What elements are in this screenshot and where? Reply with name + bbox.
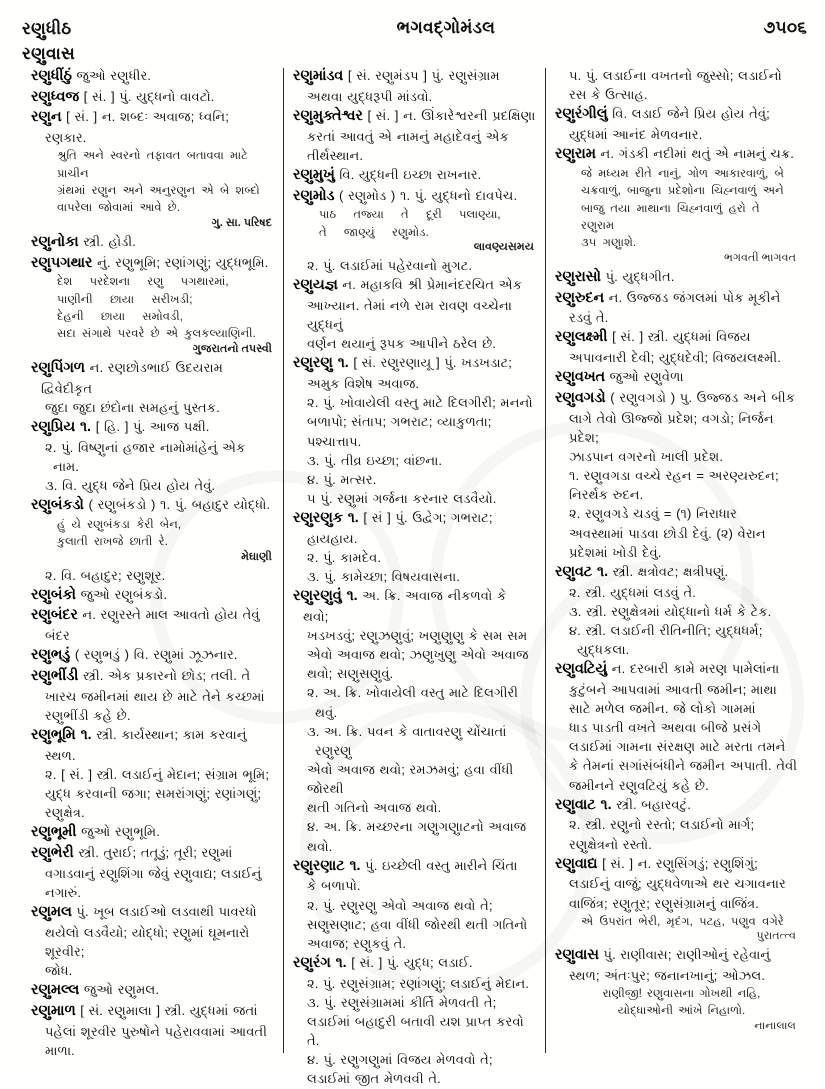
running-head-left (22, 18, 289, 66)
entry-continuation: પ્રદેશમાં ખોડી દેવું. (569, 544, 662, 560)
citation-attribution: નાનાલાલ (754, 1019, 796, 1032)
entry-sense: ૨. અ. ક્રિ. ખોવાયેલી વસ્તુ માટે દિલગીરી થવું. (307, 685, 519, 720)
entry-headword: રણુપગથાર (31, 254, 93, 271)
entry-continuation: એવો અવાજ થવો; ઝણુખુણુ એવો અવાજ (307, 647, 529, 663)
entry-definition: નું. રણુભૂમિ; રણાંગણું; યુદ્ધભૂમિ. (92, 254, 269, 270)
entry-sense: ૨. સ્ત્રી. યુદ્ધમાં લડવું તે. (569, 584, 696, 600)
entry-continuation: કે તેમનાં સગાંસંબંધીને જમીન અપાતી. તેવી (569, 758, 798, 774)
entry-continuation: હાયહાય. (307, 530, 358, 546)
entry-headword: રણુભેરી (31, 844, 74, 861)
entry-sense: ૨. પું. કામદેવ. (307, 549, 382, 565)
dictionary-entry (555, 144, 798, 165)
citation-quote-line: પાઠ તજ્યા તે દૂરી પલાણ્યા, (319, 208, 501, 222)
entry-continuation: ઝાડપાન વગરનો ખાલી પ્રદેશ. (569, 448, 724, 464)
entry-headword: રણુમાળ (31, 1002, 76, 1019)
entry-headword: રણુમલ (31, 903, 72, 920)
column-container (22, 66, 807, 1087)
entry-definition: જુઓ રણુમલ. (79, 982, 160, 998)
page-header (22, 18, 807, 68)
citation-quote-line: શ્રુતિ અને સ્વરનો તફાવત બતાવવા માટે પ્રાચીન (57, 149, 248, 180)
citation-quote-line: પાણીની છાયા સરીખડી; (57, 292, 193, 306)
entry-headword: રણુભડું (31, 647, 71, 664)
entry-continuation: લડાઈમાં બહાદુરી બતાવી યશ પ્રાપ્ત કરવો તે. (307, 1014, 524, 1049)
entry-continuation: ખારચ જમીનમાં થાય છે માટે તેને કચ્છમાં (45, 688, 265, 704)
entry-headword: રણુબંકડો (31, 497, 84, 513)
dictionary-entry (31, 253, 274, 274)
entry-continuation: લાગે તેવો ઊજ્જો પ્રદેશ; વગડો; નિર્જન પ્રદેશ; (569, 410, 774, 445)
entry-definition: [ હિ. ] પું. આજ પક્ષી. (91, 418, 210, 434)
citation-attribution: મેઘાણી (241, 550, 272, 563)
entry-definition: પું. ઇચ્છેલી વસ્તુ મારીને ચિંતા (360, 857, 518, 873)
entry-sense: ૨. પું. રણુસંગ્રામ; રણાંગણું; લડાઈનું મેદાન. (307, 975, 529, 991)
entry-continuation: રણુભીંડી કહે છે. (45, 707, 131, 723)
entry-continuation: વાજિંત્ર; રણુતૂર; રણુસંગ્રામનું વાજિંત્ર. (569, 895, 759, 911)
entry-definition: [ સં. રણુમંડપ ] પું. રણુસંગ્રામ (343, 68, 500, 83)
entry-definition: [ સં. ] ન. ઊંકારેશ્વરની પ્રદક્ષિણા (362, 107, 536, 123)
entry-continuation: બંદર (45, 628, 70, 644)
entry-continuation: અથવા યુદ્ધરૂપી માંડવો. (307, 88, 433, 104)
entry-headword: રણુરણુક ૧. (293, 510, 359, 527)
entry-headword: રણુરુદન (555, 289, 604, 306)
entry-headword: રણુન (31, 109, 62, 126)
entry-definition: પું. યુદ્ધગીત. (600, 268, 675, 284)
entry-headword: રણુલક્ષ્મી (555, 329, 608, 346)
dictionary-entry (555, 388, 798, 409)
entry-definition: જુઓ રણુવેળા (605, 369, 684, 385)
entry-headword: રણુભીંડી (31, 667, 79, 684)
column-3 (546, 66, 807, 1061)
entry-definition: ( રણુવગડો ) પુ. ઉજ્જડ અને બીક (605, 389, 795, 405)
entry-continuation: જોધ. (45, 962, 73, 978)
entry-continuation: અમુક વિશેષ અવાજ. (307, 376, 420, 392)
entry-continuation: રણુક્ષેત્રનો રસ્તો. (569, 836, 652, 852)
dictionary-entry (555, 659, 798, 680)
dictionary-entry (293, 353, 536, 374)
dictionary-entry (31, 417, 274, 438)
entry-sense: ૫ પું. રણુમાં ગર્જના કરનાર લડવૈયો. (307, 490, 497, 506)
entry-definition: સ્ત્રી. તુરાઈ; તતૂડું; તૂરી; રણુમાં (73, 844, 233, 860)
citation-attribution: ભગવતી ભાગવત (723, 251, 796, 264)
entry-definition: સ્ત્રી. એક પ્રકારનો છોડ; તલી. તે (78, 667, 251, 683)
column-1 (22, 66, 283, 1061)
dictionary-entry (31, 87, 274, 108)
entry-sense: ૩. વિ. યુદ્ધ જેને પ્રિય હોય તેવું. (45, 477, 216, 493)
entry-definition: સ્ત્રી. કાર્યસ્થાન; કામ કરવાનું (91, 726, 247, 742)
entry-definition: [ સં. રણુરણાયૂ ] પું. ખડખડાટ; (348, 355, 512, 371)
entry-definition: [ સં. ] પું. યુદ્ધનો વાવટો. (78, 88, 215, 104)
entry-continuation: પહેલાં શૂરવીર પુરુષોને પહેરાવવામાં આવતી (45, 1023, 267, 1039)
entry-definition: [ સં. રણુમાલા ] સ્ત્રી. યુદ્ધમાં જતાં (75, 1002, 258, 1018)
entry-continuation: થવો; સણુસણુવું. (307, 666, 394, 682)
entry-headword: રણુપિંગળ (31, 359, 85, 376)
entry-continuation: સાટે મળેલ જમીન. જે લોકો ગામમાં (569, 700, 756, 716)
citation-quote-line: વાપરેલા જોવામાં આવે છે. (57, 201, 180, 215)
entry-headword: રણુમોડ (293, 187, 335, 204)
entry-continuation: એવો અવાજ થવો; રમઝમવું; હવા વીંધી જોરથી (307, 762, 514, 797)
entry-headword: રણુરણુવું ૧. (293, 588, 358, 605)
dictionary-entry (31, 66, 274, 87)
entry-sense: ૨. પું. લડાઈમાં પહેરવાનો મુગટ. (307, 258, 473, 274)
entry-continuation: લડાઈમાં ગામના સંરક્ષણ માટે મરતા તમને (569, 739, 786, 755)
entry-headword: રણુરાસો (555, 268, 601, 285)
entry-sense: ૩. પું. તીવ્ર ઇચ્છા; વાંછના. (307, 452, 443, 468)
dictionary-entry (31, 232, 274, 253)
entry-continuation: વર્ણન થયાનું રૂપક આપીને ઠરેલ છે. (307, 336, 496, 352)
column-2 (284, 66, 545, 1087)
entry-sense: ૪. પું. રણુગણુમાં વિજય મેળવવો તે; (307, 1052, 493, 1068)
entry-sense: ૨. [ સં. ] સ્ત્રી. લડાઈનું મેદાન; સંગ્રામ ભૂમિ; (45, 766, 270, 782)
entry-sense: ૨. વિ. બહાદુર; રણુશૂર. (45, 567, 166, 583)
citation-attribution: ગુજરાતનો તપસ્વી (192, 342, 272, 355)
dictionary-entry (555, 367, 798, 388)
entry-headword: રણુયજ્ઞ (293, 277, 338, 294)
dictionary-entry (31, 645, 274, 666)
entry-definition: [ સં ] પું. ઉદ્વેગ; ગભરાટ; (358, 510, 493, 526)
entry-definition: વિ. યુદ્ધની ઇચ્છા રાખનાર. (334, 166, 482, 182)
entry-headword: રણુમલ્લ (31, 982, 80, 999)
entry-definition: વિ. લડાઈ જેને પ્રિય હોય તેવું; (607, 106, 770, 122)
entry-sense: ૨. રણુવગડે ચડવું = (૧) નિરાધાર (569, 506, 737, 522)
entry-headword: રણુધ્વજ (31, 88, 79, 105)
citation-quote-line: એ ઉપરાંત ભેરી, મૃદંગ, પટહ, પણુવ વગેરે (581, 914, 784, 928)
dictionary-entry (555, 267, 798, 288)
entry-headword: રણુવટિયું (555, 661, 608, 678)
entry-definition: સ્ત્રી. બહારવટું. (611, 796, 691, 812)
entry-sense: ૩. સ્ત્રી. રણુક્ષેત્રમાં યોદ્ધાનો ધર્મ કે ટેક. (569, 603, 772, 619)
entry-definition: [ સં. ] ન. રણુસિંગડું; રણુશિંગું; (597, 855, 758, 871)
citation-quote-line: દેહની છાયા સમોવડી, (57, 310, 183, 324)
entry-headword: રણુરામ (555, 146, 596, 163)
dictionary-entry (31, 1001, 274, 1022)
citation-attribution: ગુ. સા. પરિષદ (211, 216, 272, 229)
entry-headword: રણુરણાટ ૧. (293, 857, 361, 874)
entry-definition: પું. રાણીવાસ; રાણીઓનું રહેવાનું (598, 947, 771, 963)
dictionary-entry (555, 327, 798, 348)
entry-definition: [ સં. ] પું. યુદ્ધ; લડાઈ. (346, 955, 473, 971)
entry-definition: ન. દરબારી કામે મરણ પામેલાંના (607, 661, 780, 677)
entry-headword: રણુવટ ૧. (555, 563, 609, 580)
citation-quote-line: જે મધ્યમ રીતે નાનું, ગોળ આકારવાળું, બે (581, 166, 784, 180)
entry-sense: ૪. સ્ત્રી. લડાઈની રીતિનીતિ; યુદ્ધધર્મ; યુદ્ધકલા. (569, 622, 763, 657)
entry-sense: ૨. પું. રણુરણુ એવો અવાજ થવો તે; (307, 897, 493, 913)
entry-definition: જુઓ રણુધીર. (71, 68, 151, 83)
dictionary-entry (31, 822, 274, 843)
entry-headword: રણુબંદર (31, 607, 78, 624)
citation-quote-line: સદા સંગાથે પરવરે છે એ કુલકલ્યાણિની. (57, 327, 256, 341)
dictionary-entry (31, 666, 274, 687)
entry-headword: રણુરંગ ૧. (293, 955, 347, 972)
entry-headword: રણુબંકો (31, 586, 77, 603)
citation-quote-line: કુલાતી રાખજે છાતી રે. (57, 535, 168, 549)
dictionary-entry (293, 106, 536, 127)
entry-continuation: કે બળાપો. (307, 878, 361, 894)
dictionary-entry (31, 843, 274, 864)
entry-continuation: રણકાર. (45, 130, 87, 146)
dictionary-entry (555, 854, 798, 875)
entry-definition: ન. મહાકવિ શ્રી પ્રેમાનંદરચિત એક (337, 277, 523, 293)
entry-sense: ૫. પું. લડાઈના વખતનો જુસ્સો; લડાઈનો (569, 68, 782, 83)
citation-quote-line: હું યે રણુબંકડા કેરી બેન, (57, 517, 182, 531)
running-head-left-first: રણુધીઠ (22, 19, 72, 38)
entry-headword: રણુપ્રિય ૧. (31, 418, 92, 435)
dictionary-entry (31, 358, 274, 398)
entry-continuation: ખડખડવું; રણુઝણુવું; ખણુણુણુ કે સમ સમ (307, 628, 528, 644)
entry-continuation: થયેલો લડવૈયો; યોદ્ધો; રણુમાં ઘૂમનારો શૂરવીર; (45, 924, 250, 959)
entry-headword: રણુવાદ્ય (555, 855, 598, 872)
entry-continuation: કરતાં આવતું એ નામનું મહાદેવનું એક (307, 128, 509, 144)
entry-continuation: અવાજ; રણુકવું તે. (307, 935, 407, 951)
citation-quote-line: બાજુ તયા માથાના ચિહ્નવાળું હરો તે રણુરામ (581, 201, 760, 233)
entry-headword: રણુવખત (555, 369, 605, 386)
dictionary-entry (293, 856, 536, 877)
running-head-left-second: રણુવાસ (22, 43, 75, 63)
citation-quote-line: ગ્રંથમાં રણુન અને અનુરણુન એ બે શબ્દો (57, 184, 260, 198)
entry-headword: રણુમુક્તેશ્વર (293, 107, 363, 124)
entry-definition: [ સં. ] ન. શબ્દઃ અવાજ; ધ્વનિ; (61, 109, 229, 125)
entry-continuation: બળાપો; સંતાપ; ગભરાટ; વ્યાકુળતા; પશ્ચાત્તાપ. (307, 414, 492, 449)
entry-headword: રણુમાંડવ (293, 68, 344, 84)
dictionary-entry (293, 165, 536, 186)
dictionary-entry (555, 104, 798, 125)
entry-headword: રણુરણુ ૧. (293, 355, 349, 372)
entry-definition: અ. ક્રિ. અવાજ નીકળવો કે થવો; (303, 588, 507, 624)
dictionary-entry (293, 586, 536, 626)
dictionary-entry (31, 902, 274, 923)
entry-definition: સ્ત્રી. ક્ષત્રોવટ; ક્ષત્રીપણું. (608, 563, 729, 579)
dictionary-entry (31, 495, 274, 516)
entry-continuation: માળા. (45, 1042, 75, 1058)
entry-definition: સ્ત્રી. હોડી. (78, 233, 136, 249)
entry-continuation: સણુસણાટ; હવા વીંધી જોરથી થતી ગતિનો (307, 916, 528, 932)
dictionary-entry (31, 980, 274, 1001)
entry-sense: ૩. પું. કામેચ્છા; વિષયવાસના. (307, 569, 460, 585)
entry-continuation: રસ કે ઉત્સાહ. (569, 87, 648, 103)
entry-sense: ૨. પું. ખોવાયેલી વસ્તુ માટે દિલગીરી; મનનો (307, 395, 533, 411)
entry-continuation: સ્થળ. (45, 747, 76, 763)
document-title: ભગવદ્ગોમંડલ (396, 18, 496, 37)
entry-continuation: ધાડ પાડતી વખતે અથવા બીજે પ્રસંગે (569, 720, 762, 736)
dictionary-entry (31, 107, 274, 128)
entry-definition: જુઓ રણુબંકડો. (76, 586, 168, 602)
entry-definition: ન. ગંડકી નદીમાં થતું એ નામનું ચક્ર. (595, 146, 794, 162)
dictionary-entry (293, 275, 536, 296)
entry-definition: [ સં. ] સ્ત્રી. યુદ્ધમાં વિજય (607, 329, 751, 345)
entry-headword: રણુનોકા (31, 233, 79, 250)
dictionary-entry (31, 605, 274, 626)
entry-sense: ૨. પું. વિષ્ણુનાં હજાર નામોમાંહેનું એક નામ. (45, 439, 246, 474)
entry-definition: ન. રણુરસ્તે માલ આવતો હોય તેવું (77, 607, 260, 623)
entry-headword: રણુધીંઠું (31, 68, 72, 84)
entry-continuation: નિરર્થક રુદન. (569, 487, 644, 503)
entry-continuation: યુદ્ધમાં આનંદ મેળવનાર. (569, 127, 703, 142)
dictionary-entry (293, 66, 536, 87)
citation-attribution: લાવણ્યસમય (473, 241, 534, 254)
page-number: ૭૫૦૬ (763, 18, 807, 37)
entry-continuation: જુદા જુદા છંદોના સમહનું પુસ્તક. (45, 399, 220, 415)
entry-continuation: યુદ્ધ કરવાની જગા; સમરાંગણું; રણાંગણું; (45, 785, 262, 801)
entry-continuation: થતી ગતિનો અવાજ થવો. (307, 800, 442, 816)
entry-headword: રણુભૂમી (31, 824, 77, 841)
entry-continuation: અપાવનારી દેવી; યુદ્ધદેવી; વિજયલક્ષ્મી. (569, 350, 781, 366)
entry-continuation: લડાઈનું વાજું; યુદ્ધવેળાએ થર ચગાવનાર (569, 876, 786, 892)
entry-definition: ( રણુબંકડો ) ૧. પું. બહાદુર યોદ્ધો. (83, 497, 271, 512)
entry-headword: રણુવગડો (555, 389, 606, 406)
dictionary-entry (555, 795, 798, 816)
entry-continuation: વગાડવાનું રણુશિંગા જેવું રણુવાદ્ય; લડાઈનું (45, 865, 262, 881)
citation-quote-line: રાણીજી! રણુવાસના ગોખથી નહિ, (602, 986, 761, 1000)
entry-continuation: તીર્થસ્થાન. (307, 147, 363, 163)
entry-sense: ૧. રણુવગડા વચ્ચે રહન = અરણ્યરુદન; (569, 468, 779, 484)
citation-attribution: પુરાતત્ત્વ (756, 930, 796, 943)
dictionary-entry (31, 725, 274, 746)
entry-continuation: રડવું તે. (569, 310, 609, 326)
entry-definition: ( રણુભડું ) વિ. રણુમાં ઝૂઝનાર. (70, 647, 238, 663)
entry-continuation: રણુક્ષેત્ર. (45, 805, 85, 821)
entry-continuation: કુટુંબને આપવામાં આવતી જમીન; માથા (569, 681, 777, 697)
citation-quote-line: તે જાણ્યું રણુમોડ. (319, 225, 429, 239)
dictionary-entry (293, 508, 536, 529)
entry-definition: પું. ખૂબ લડાઈઓ લડવાથી પાવરધો (71, 903, 257, 919)
entry-sense: ૨. સ્ત્રી. રણુનો રસ્તો; લડાઈનો માર્ગ; (569, 817, 755, 833)
entry-continuation: સ્થળ; અંતઃપુર; જનાનખાનું; ઓઝલ. (569, 967, 765, 983)
entry-continuation: થવો. (307, 838, 333, 854)
entry-continuation: લડાઈમાં જીત મેળવવી તે. (307, 1071, 441, 1087)
entry-sense: ૪. પું. મત્સર. (307, 471, 377, 487)
entry-headword: રણુવાટ ૧. (555, 796, 612, 813)
citation-quote-line: યોદ્ધાઓની આંખે નિહાળો. (617, 1004, 746, 1018)
entry-sense: ૩. પું. રણુસંગ્રામમાં કીર્તિ મેળવતી તે; (307, 994, 497, 1010)
entry-headword: રણુરંગીલું (555, 106, 608, 123)
entry-continuation: અવસ્થામાં પાડવા છોડી દેવું. (૨) વેરાન (569, 525, 766, 541)
entry-continuation: નગારું. (45, 884, 82, 900)
entry-sense: ૩. અ. ક્રિ. પવન કે વાતાવરણુ ચોંચાતાં રણુરણુ (307, 723, 507, 758)
entry-continuation: આખ્યાન. તેમાં નળે રામ રાવણ વચ્ચેના યુદ્ધનું (307, 297, 513, 333)
entry-headword: રણુવાસ (555, 947, 599, 964)
entry-sense: ૪. અ. ક્રિ. મચ્છરના ગણુગણુાટનો અવાજ (307, 819, 527, 835)
citation-quote-line: ૩૫ ગણુાશે. (581, 236, 637, 250)
dictionary-entry (555, 288, 798, 309)
entry-definition: ( રણુમોડ ) ૧. પું. યુદ્ધનો દાવપેચ. (334, 187, 518, 203)
entry-definition: જુઓ રણુભૂમિ. (76, 824, 160, 840)
dictionary-entry (293, 953, 536, 974)
entry-definition: ન. ઉજ્જડ જંગલમાં પોક મૂકીને (603, 289, 781, 305)
entry-headword: રણુભૂમિ ૧. (31, 726, 92, 743)
entry-continuation: જમીનને રણુવટિયું કહે છે. (569, 777, 709, 793)
citation-quote-line: ચક્રવાળું, બાજુના પ્રદેશોના ચિહ્નવાળું અને (581, 184, 784, 198)
citation-quote-line: દેશ પરદેશના રણુ પગથારમાં, (57, 275, 229, 289)
dictionary-entry (555, 562, 798, 583)
entry-headword: રણુમુખું (293, 166, 335, 183)
entry-definition: ન. રણછોડભાઈ ઉદયરામ દ્વિવેદીકૃત (41, 359, 223, 396)
dictionary-entry (293, 186, 536, 207)
dictionary-entry (555, 945, 798, 966)
dictionary-entry (31, 585, 274, 606)
